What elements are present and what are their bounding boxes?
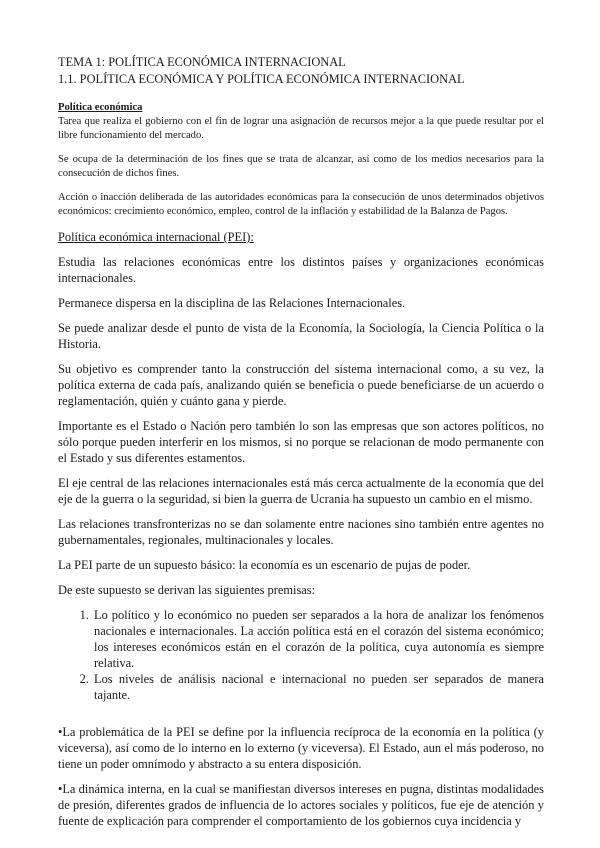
list-item: 2. Los niveles de análisis nacional e internacional no pueden ser separados de manera tajante. [92, 671, 544, 703]
paragraph: De este supuesto se derivan las siguientes premisas: [58, 583, 316, 597]
premisas-list [58, 607, 544, 703]
bullet-block [58, 724, 544, 829]
paragraph: El eje central de las relaciones internacionales está más cerca actualmente de la economía que del eje de la guerra o la seguridad, si bien la guerra de Ucrania ha supuesto un cambio en el mismo. [58, 476, 544, 506]
pei-section [58, 229, 544, 829]
politica-economica-section [58, 101, 544, 219]
section-title: 1.1. POLÍTICA ECONÓMICA Y POLÍTICA ECONÓMICA INTERNACIONAL [58, 72, 465, 86]
paragraph: Las relaciones transfronterizas no se dan solamente entre naciones sino también entre agentes no gubernamentales, regionales, multinacionales y locales. [58, 517, 544, 547]
paragraph: Permanece dispersa en la disciplina de las Relaciones Internacionales. [58, 296, 406, 310]
document-page [58, 54, 544, 838]
bullet-paragraph: •La dinámica interna, en la cual se manifiestan diversos intereses en pugna, distintas modalidades de presión, diferentes grados de influencia de lo actores sociales y políticos, fue eje de atención y fuente de explicación para comprender el comportamiento de los gobiernos cuya incidencia y [58, 782, 544, 828]
paragraph: Estudia las relaciones económicas entre los distintos países y organizaciones económicas internacionales. [58, 255, 544, 285]
paragraph: Se ocupa de la determinación de los fines que se trata de alcanzar, así como de los medios necesarios para la consecución de dichos fines. [58, 154, 544, 179]
paragraph: Se puede analizar desde el punto de vista de la Economía, la Sociología, la Ciencia Política o la Historia. [58, 321, 544, 351]
paragraph: Tarea que realiza el gobierno con el fin de lograr una asignación de recursos mejor a la que puede resultar por el libre funcionamiento del mercado. [58, 116, 544, 141]
paragraph: Importante es el Estado o Nación pero también lo son las empresas que son actores políticos, no sólo porque pueden interferir en los mismos, si no porque se relacionan de modo permanente con el Estado y sus diferentes estamentos. [58, 419, 544, 465]
paragraph: Su objetivo es comprender tanto la construcción del sistema internacional como, a su vez, la política externa de cada país, analizando quién se beneficia o puede beneficiarse de un acuerdo o reglamentación, quién y cuánto gana y pierde. [58, 362, 544, 408]
paragraph: Acción o inacción deliberada de las autoridades económicas para la consecución de unos determinados objetivos económicos: crecimiento económico, empleo, control de la inflación y estabilidad de la Balanza de Pagos. [58, 192, 544, 217]
list-item: 1. Lo político y lo económico no pueden ser separados a la hora de analizar los fenómenos nacionales e internacionales. La acción política está en el corazón del sistema económico; los intereses económicos están en el corazón de la política, cuya autonomía es siempre relativa. [92, 607, 544, 671]
paragraph: La PEI parte de un supuesto básico: la economía es un escenario de pujas de poder. [58, 558, 471, 572]
document-title: TEMA 1: POLÍTICA ECONÓMICA INTERNACIONAL [58, 55, 346, 69]
pei-heading: Política económica internacional (PEI): [58, 230, 254, 244]
politica-economica-heading: Política económica [58, 102, 143, 113]
bullet-paragraph: •La problemática de la PEI se define por la influencia recíproca de la economía en la política (y viceversa), así como de lo interno en lo externo (y viceversa). El Estado, aun el más poderoso, no tiene un poder omnímodo y abstracto a su entera disposición. [58, 725, 544, 771]
